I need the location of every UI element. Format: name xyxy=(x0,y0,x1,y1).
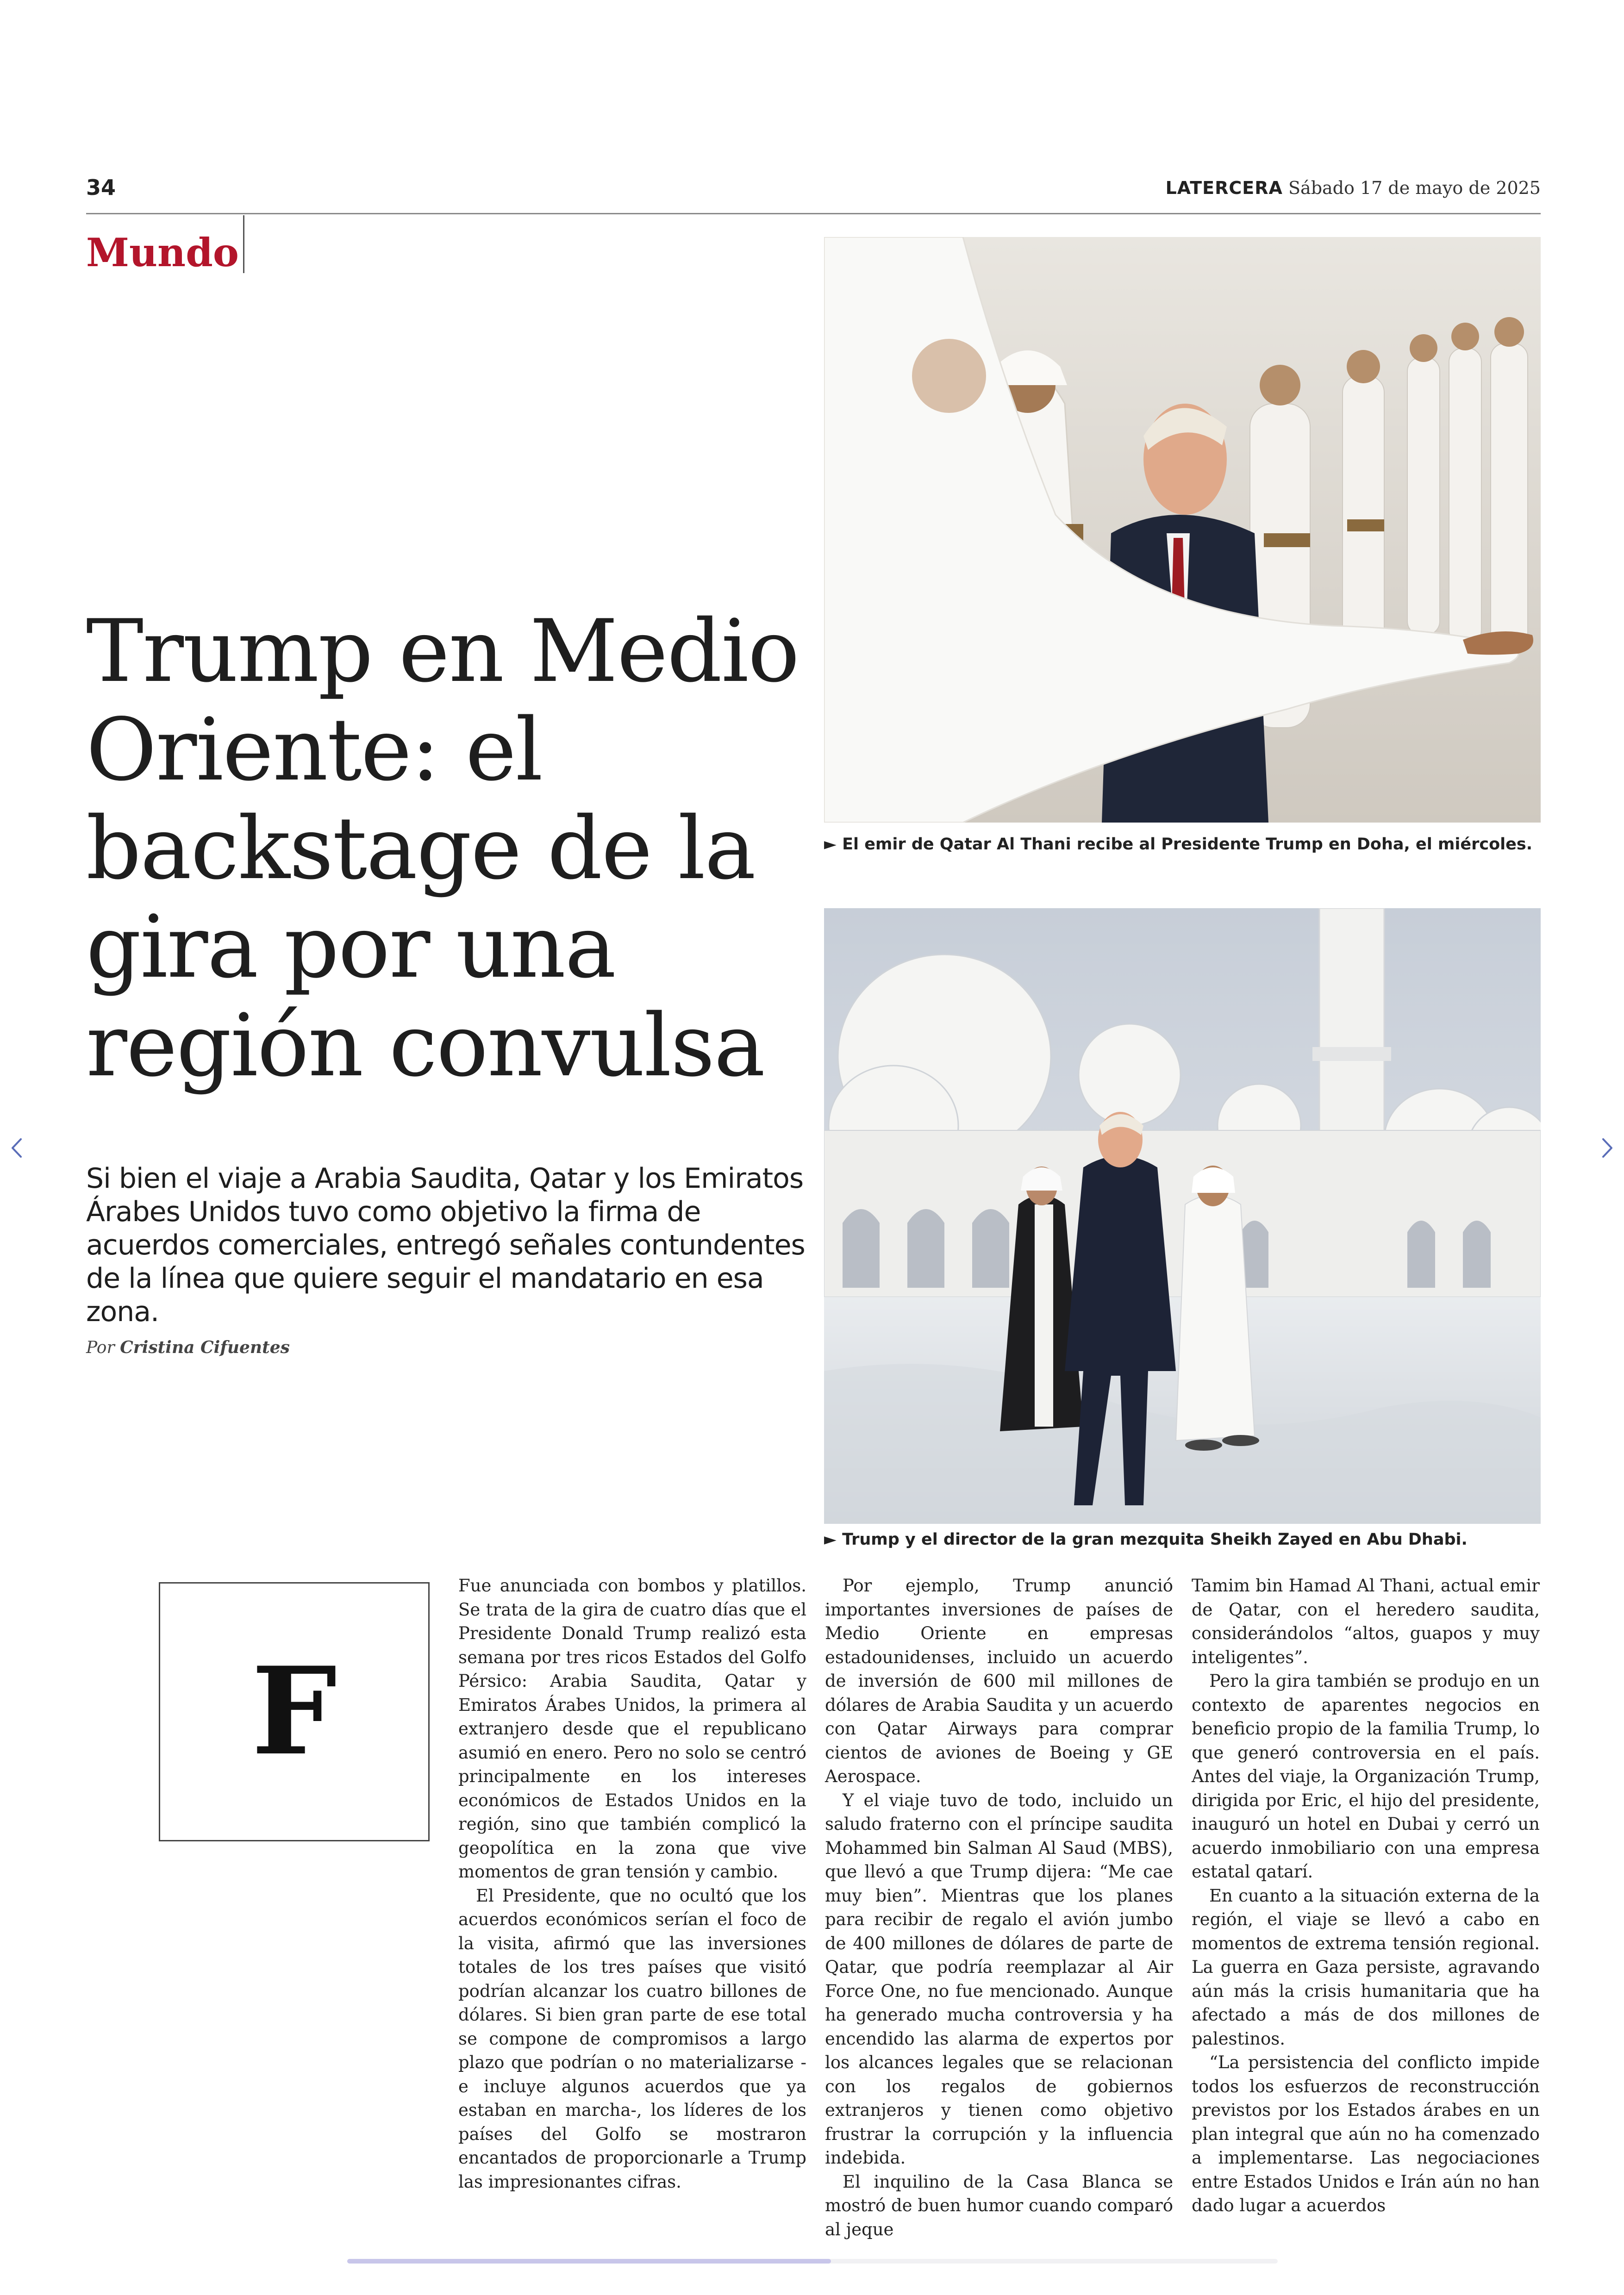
section-label: Mundo xyxy=(86,230,239,275)
chevron-left-icon xyxy=(10,1136,24,1160)
photo-mosque-illustration xyxy=(824,908,1541,1524)
photo-sheikh-zayed-mosque xyxy=(824,908,1541,1524)
drop-cap-letter: F xyxy=(251,1641,337,1782)
chevron-right-icon xyxy=(1600,1136,1614,1160)
paragraph: En cuanto a la situación externa de la región, el viaje se llevó a cabo en momentos de extrema tensión regional. La guerra en Gaza persiste, agravando aún más la crisis humanitaria que ha afectado a más de dos millones de palestinos. xyxy=(1192,1885,1540,2049)
photo-caption-mosque: ► Trump y el director de la gran mezquita Sheikh Zayed en Abu Dhabi. xyxy=(824,1530,1468,1549)
scrollbar-thumb[interactable] xyxy=(347,2259,831,2264)
issue-date: Sábado 17 de mayo de 2025 xyxy=(1288,178,1541,198)
publication-name: LATERCERA xyxy=(1165,178,1283,198)
paragraph: Fue anunciada con bombos y platillos. Se trata de la gira de cuatro días que el Presidente Donald Trump realizó esta semana por tres ricos Estados del Golfo Pérsico: Arabia Saudita, Qatar y Emiratos Árabes Unidos, la primera al extranjero desde que el republicano asumió en enero. Pero no solo se centró principalmente en los intereses económicos de Estados Unidos en la región, sino que también complicó la geopolítica en la zona que vive momentos de gran tensión y cambio. xyxy=(458,1576,806,1882)
paragraph: “La persistencia del conflicto impide todos los esfuerzos de reconstrucción previstos por los Estados árabes en un plan integral que aún no ha comenzado a implementarse. Las negociaciones entre Estados Unidos e Irán aún no han dado lugar a acuerdos xyxy=(1192,2052,1540,2215)
masthead xyxy=(1166,178,1541,198)
byline-prefix: Por xyxy=(86,1338,115,1357)
body-column-1 xyxy=(458,1574,806,2194)
paragraph: Por ejemplo, Trump anunció importantes inversiones de países de Medio Oriente en empresas estadounidenses, incluido un acuerdo de inversión de 600 mil millones de dólares de Arabia Saudita y un acuerdo con Qatar Airways para comprar cientos de aviones de Boeing y GE Aerospace. xyxy=(825,1576,1173,1786)
photo-doha-illustration xyxy=(824,237,1541,823)
article-headline: Trump en Medio Oriente: el backstage de la gira por una región convulsa xyxy=(86,601,799,1096)
body-column-3 xyxy=(1192,1574,1540,2218)
header-rule xyxy=(86,213,1541,214)
page-number: 34 xyxy=(86,175,116,200)
drop-cap-box xyxy=(159,1582,430,1841)
photo-caption-doha: ► El emir de Qatar Al Thani recibe al Presidente Trump en Doha, el miércoles. xyxy=(824,835,1533,854)
horizontal-scrollbar[interactable] xyxy=(347,2259,1278,2264)
previous-page-button[interactable] xyxy=(3,1129,31,1166)
paragraph: Y el viaje tuvo de todo, incluido un saludo fraterno con el príncipe saudita Mohammed bin Salman Al Saud (MBS), que llevó a que Trump dijera: “Me cae muy bien”. Mientras que los planes para recibir de regalo el avión jumbo de 400 millones de dólares de parte de Qatar, que podría reemplazar al Air Force One, no fue mencionado. Aunque ha generado mucha controversia y ha encendido las alarma de expertos por los alcances legales que se relacionan con los regalos de gobiernos extranjeros y tienen como objetivo frustrar la corrupción y la influencia indebida. xyxy=(825,1790,1173,2168)
byline-author: Cristina Cifuentes xyxy=(120,1338,290,1357)
paragraph: Tamim bin Hamad Al Thani, actual emir de Qatar, con el heredero saudita, considerándolos “altos, guapos y muy inteligentes”. xyxy=(1192,1576,1540,1667)
photo-doha-reception xyxy=(824,237,1541,823)
paragraph: Pero la gira también se produjo en un contexto de aparentes negocios en beneficio propio de la familia Trump, lo que generó controversia en el país. Antes del viaje, la Organización Trump, dirigida por Eric, el hijo del presidente, inauguró un hotel en Dubai y cerró un acuerdo inmobiliario con una empresa estatal qatarí. xyxy=(1192,1671,1540,1882)
section-divider xyxy=(243,215,244,273)
paragraph: El inquilino de la Casa Blanca se mostró de buen humor cuando comparó al jeque xyxy=(825,2171,1173,2239)
body-column-2 xyxy=(825,1574,1173,2241)
next-page-button[interactable] xyxy=(1593,1129,1621,1166)
byline xyxy=(86,1338,290,1357)
article-lede: Si bien el viaje a Arabia Saudita, Qatar y los Emiratos Árabes Unidos tuvo como objetivo la firma de acuerdos comerciales, entregó señales contundentes de la línea que quiere seguir el mandatario en esa zona. xyxy=(86,1162,805,1328)
paragraph: El Presidente, que no ocultó que los acuerdos económicos serían el foco de la visita, afirmó que las inversiones totales de los tres países que visitó podrían alcanzar los cuatro billones de dólares. Si bien gran parte de ese total se compone de compromisos a largo plazo que podrían o no materializarse -e incluye algunos acuerdos que ya estaban en marcha-, los líderes de los países del Golfo se mostraron encantados de proporcionarle a Trump las impresionantes cifras. xyxy=(458,1885,806,2192)
